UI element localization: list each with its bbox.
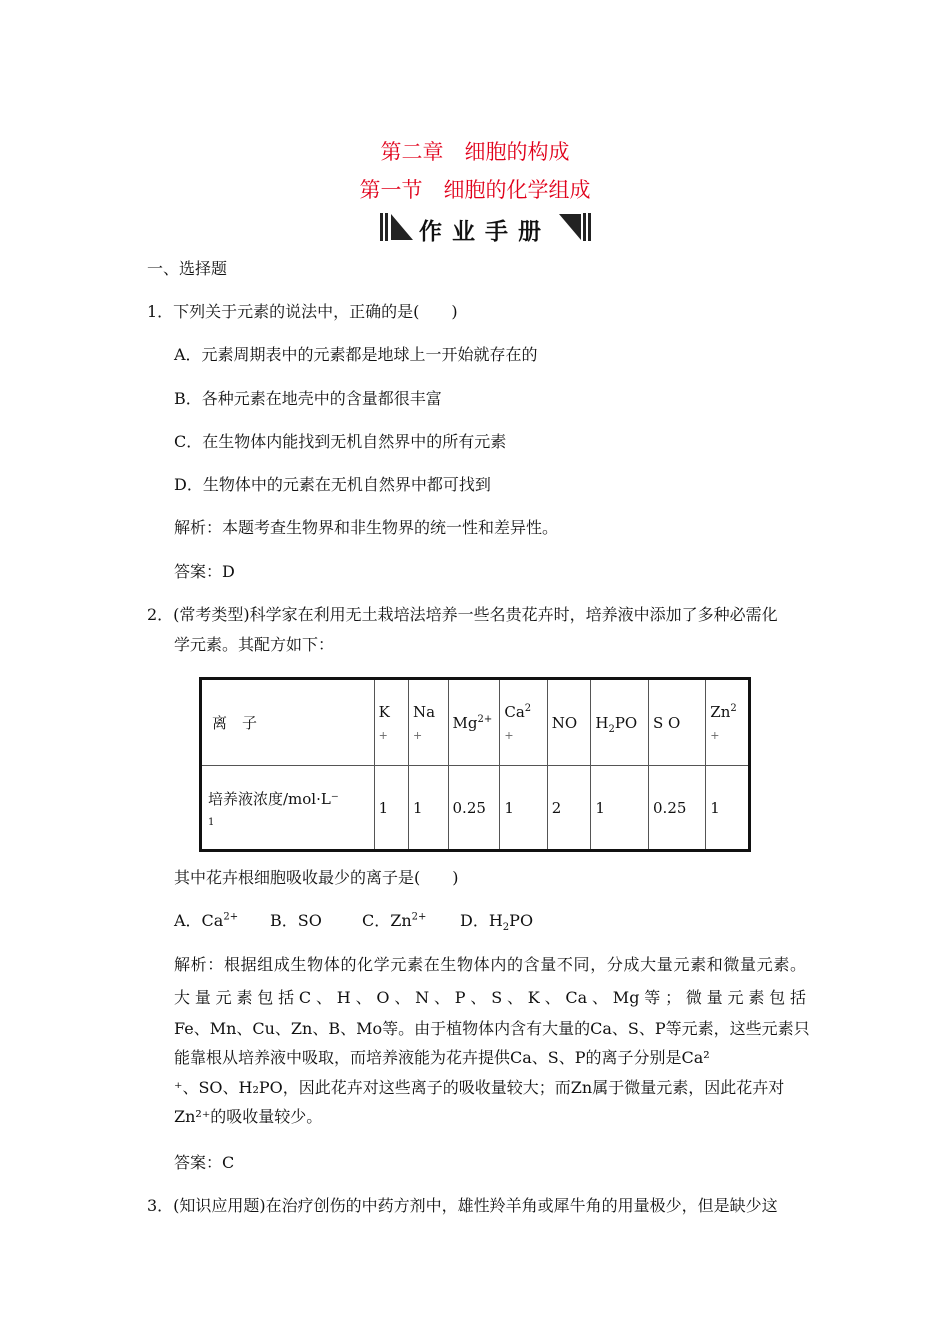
q1-stem: 1．下列关于元素的说法中，正确的是( ) [147, 302, 458, 321]
table-cell: 0.25 [649, 766, 706, 851]
banner-label: 作业手册 [419, 219, 551, 245]
q2-stem-line2: 学元素。其配方如下： [174, 635, 335, 654]
nutrient-solution-table [199, 677, 751, 852]
table-cell: 1 [408, 766, 448, 851]
table-cell: 1 [500, 766, 547, 851]
q2-analysis-line: 解析：根据组成生物体的化学元素在生物体内的含量不同，分成大量元素和微量元素。 [174, 955, 806, 974]
q2-option-a: A．$Ca^{2+}$ [174, 911, 239, 930]
q2-option-d: D．$H_2PO$ [460, 911, 534, 934]
table-cell: $Zn^2$ + [706, 679, 750, 766]
q2-question: 其中花卉根细胞吸收最少的离子是( ) [174, 868, 459, 887]
table-cell: 2 [547, 766, 591, 851]
table-row [201, 679, 750, 766]
q1-option-d: D．生物体中的元素在无机自然界中都可找到 [174, 475, 491, 494]
table-cell: NO [547, 679, 591, 766]
q2-analysis-line: ⁺、SO、H₂PO，因此花卉对这些离子的吸收量较大；而Zn属于微量元素，因此花卉对 [174, 1078, 785, 1097]
q2-analysis-line: Zn²⁺的吸收量较少。 [174, 1107, 323, 1126]
q2-stem-line1: 2．(常考类型)科学家在利用无土栽培法培养一些名贵花卉时，培养液中添加了多种必需化 [147, 605, 778, 624]
q1-answer: 答案：D [174, 562, 235, 581]
q1-option-c: C．在生物体内能找到无机自然界中的所有元素 [174, 432, 507, 451]
section-title: 第一节 细胞的化学组成 [359, 178, 591, 202]
q1-option-b: B．各种元素在地壳中的含量都很丰富 [174, 389, 442, 408]
table-header-concentration: 培养液浓度/mol·L⁻ 1 [201, 766, 375, 851]
table-cell: K + [374, 679, 408, 766]
table-header-ion: 离 子 [201, 679, 375, 766]
q2-analysis-line: Fe、Mn、Cu、Zn、B、Mo等。由于植物体内含有大量的Ca、S、P等元素，这些元素只 [174, 1019, 810, 1038]
q2-analysis-line: 大量元素包括C、H、O、N、P、S、K、Ca、Mg等；微量元素包括 [174, 988, 806, 1007]
table-cell: Na + [408, 679, 448, 766]
q2-option-b: B．SO [270, 911, 322, 930]
q3-stem: 3．(知识应用题)在治疗创伤的中药方剂中，雄性羚羊角或犀牛角的用量极少，但是缺少这 [147, 1196, 778, 1215]
table-cell: $Ca^2$ + [500, 679, 547, 766]
q2-analysis-line: 能靠根从培养液中吸取，而培养液能为花卉提供Ca、S、P的离子分别是Ca² [174, 1048, 710, 1067]
right-triangle-icon [559, 214, 581, 240]
chapter-title: 第二章 细胞的构成 [380, 140, 570, 164]
table-row [201, 766, 750, 851]
table-cell: $Mg^{2+}$ [448, 679, 500, 766]
q2-option-c: C．$Zn^{2+}$ [362, 911, 427, 930]
table-cell: 1 [706, 766, 750, 851]
table-cell: 1 [374, 766, 408, 851]
table-cell: S O [649, 679, 706, 766]
homework-banner [380, 213, 592, 243]
table-cell: 0.25 [448, 766, 500, 851]
left-triangle-icon [391, 214, 413, 240]
q1-analysis: 解析：本题考查生物界和非生物界的统一性和差异性。 [174, 518, 559, 537]
table-cell: 1 [591, 766, 649, 851]
table-cell: $H_2PO$ [591, 679, 649, 766]
q1-option-a: A．元素周期表中的元素都是地球上一开始就存在的 [174, 345, 538, 364]
section-heading: 一、选择题 [147, 259, 228, 278]
q2-answer: 答案：C [174, 1153, 235, 1172]
